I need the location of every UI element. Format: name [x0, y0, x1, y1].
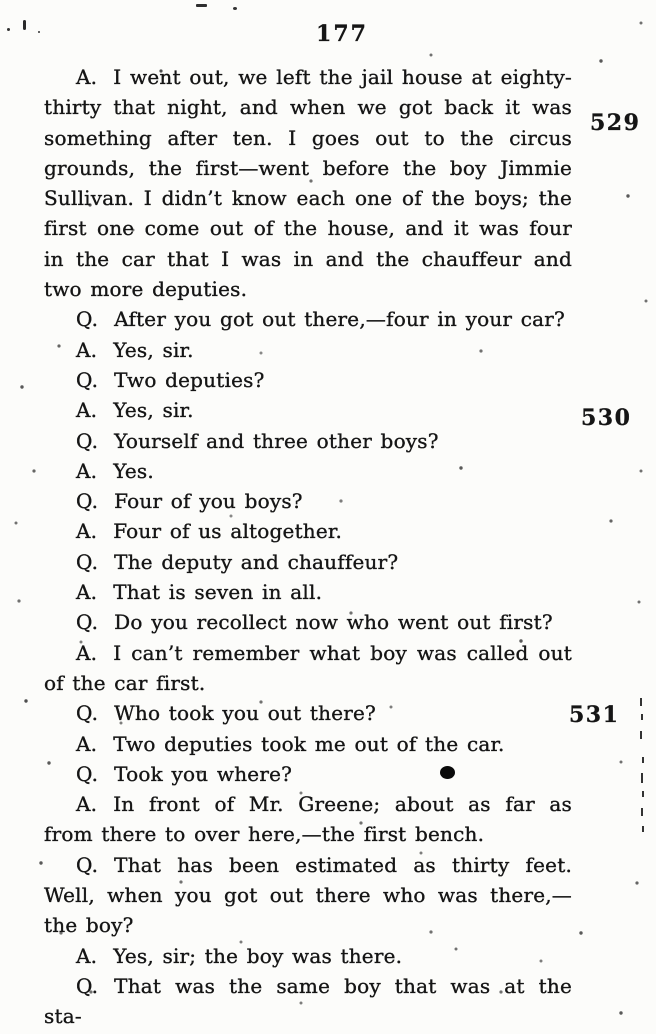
transcript-line — [44, 62, 572, 304]
transcript-line — [44, 941, 572, 971]
transcript-line — [44, 547, 572, 577]
scan-noise — [0, 0, 2, 2]
transcript-line — [44, 426, 572, 456]
line-text: In front of Mr. Greene; about as far as from there to over here,—the first bench. — [44, 792, 572, 847]
scan-speck — [233, 7, 237, 10]
scan-edge-mark — [642, 757, 644, 763]
scan-speck — [196, 4, 207, 7]
line-text: That is seven in all. — [113, 580, 323, 605]
speaker-label: A. — [76, 640, 98, 665]
speaker-label: A. — [76, 943, 98, 968]
speaker-label: Q. — [76, 307, 99, 332]
scan-edge-mark — [641, 808, 643, 816]
speaker-label: Q. — [76, 852, 99, 877]
transcript-line — [44, 456, 572, 486]
line-text: Four of us altogether. — [113, 519, 343, 544]
line-text: Yourself and three other boys? — [114, 428, 439, 453]
scan-edge-mark — [641, 714, 643, 720]
transcript-line — [44, 335, 572, 365]
line-text: Two deputies took me out of the car. — [113, 731, 505, 756]
scan-edge-mark — [641, 773, 643, 783]
line-text: Who took you out there? — [114, 701, 376, 726]
transcript-body — [44, 62, 572, 1032]
page-number: 177 — [316, 21, 368, 47]
transcript-line — [44, 759, 572, 789]
speaker-label: Q. — [76, 973, 99, 998]
line-text: I can’t remember what boy was called out of the car first. — [44, 640, 572, 695]
line-text: I went out, we left the jail house at eighty-thirty that night, and when we got back it was something after ten. I goes out to the circus grounds, the first—went before the boy Jimmie Sullivan. I didn’t know each one of the boys; the first one come out of the house, and it was four in the car that I was in and the chauffeur and two more deputies. — [44, 65, 572, 302]
speaker-label: Q. — [76, 367, 99, 392]
line-text: Yes, sir. — [113, 337, 194, 362]
transcript-line — [44, 638, 572, 699]
line-text: That was the same boy that was at the sta- — [44, 973, 572, 1029]
transcript-line — [44, 850, 572, 941]
transcript-line — [44, 729, 572, 759]
margin-line-number-529: 529 — [590, 110, 641, 136]
transcript-line — [44, 486, 572, 516]
speaker-label: Q. — [76, 761, 99, 786]
scan-speck — [38, 31, 40, 33]
line-text: That has been estimated as thirty feet. Well, when you got out there who was there,—the boy? — [44, 852, 572, 938]
line-text: The deputy and chauffeur? — [114, 549, 399, 574]
transcript-line — [44, 607, 572, 637]
scan-speck — [23, 20, 26, 30]
scan-edge-mark — [642, 826, 644, 832]
transcript-line — [44, 516, 572, 546]
transcript-line — [44, 395, 572, 425]
speaker-label: A. — [76, 519, 98, 544]
line-text: Do you recollect now who went out first? — [114, 610, 553, 635]
speaker-label: Q. — [76, 489, 99, 514]
margin-line-number-531: 531 — [569, 702, 620, 728]
speaker-label: A. — [76, 65, 98, 89]
line-text: Yes. — [113, 458, 154, 483]
speaker-label: Q. — [76, 610, 99, 635]
line-text: After you got out there,—four in your car? — [114, 307, 565, 332]
speaker-label: A. — [76, 337, 98, 362]
scan-speck — [7, 28, 10, 31]
transcript-line — [44, 698, 572, 728]
transcript-line — [44, 365, 572, 395]
transcript-line — [44, 577, 572, 607]
line-text: Yes, sir. — [113, 398, 194, 423]
line-text: Took you where? — [114, 761, 293, 786]
speaker-label: A. — [76, 792, 98, 817]
transcript-line — [44, 304, 572, 334]
speaker-label: Q. — [76, 701, 99, 726]
speaker-label: A. — [76, 458, 98, 483]
margin-line-number-530: 530 — [581, 405, 632, 431]
line-text: Yes, sir; the boy was there. — [113, 943, 403, 968]
speaker-label: A. — [76, 731, 98, 756]
speaker-label: A. — [76, 580, 98, 605]
transcript-line — [44, 971, 572, 1032]
scan-edge-mark — [642, 791, 644, 797]
speaker-label: Q. — [76, 549, 99, 574]
speaker-label: Q. — [76, 428, 99, 453]
scan-edge-mark — [640, 731, 642, 739]
line-text: Two deputies? — [114, 367, 265, 392]
line-text: Four of you boys? — [114, 489, 303, 514]
speaker-label: A. — [76, 398, 98, 423]
scan-edge-mark — [640, 698, 642, 706]
ink-dot-icon — [440, 766, 455, 779]
transcript-line — [44, 789, 572, 850]
